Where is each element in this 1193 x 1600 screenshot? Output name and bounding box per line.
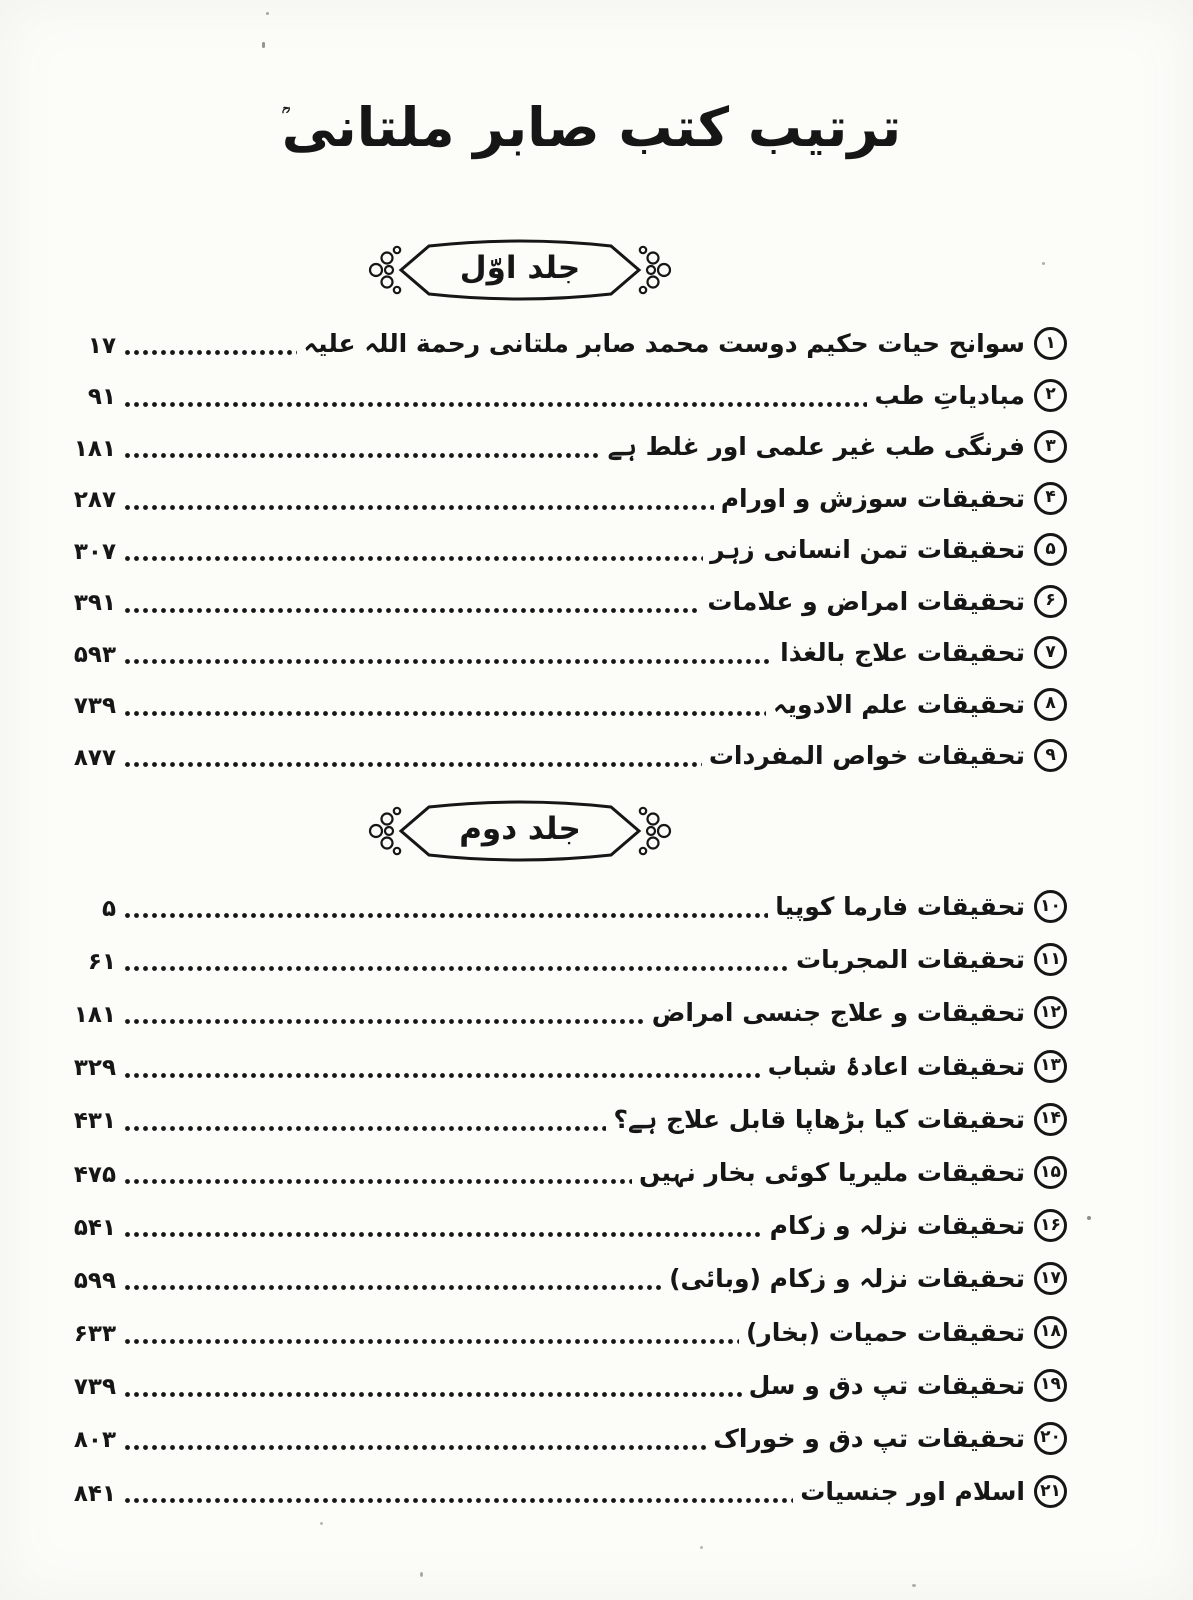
entry-page-number: ۴۷۵ — [73, 1161, 116, 1188]
dotted-leader — [123, 1072, 761, 1079]
paper-speck — [266, 12, 269, 15]
entry-page-number: ۹۱ — [87, 384, 116, 411]
entry-page-number: ۳۲۹ — [73, 1055, 116, 1082]
toc-entry-row — [58, 576, 1067, 628]
toc-entry-row — [58, 933, 1067, 986]
entry-page-number: ۴۳۱ — [73, 1108, 116, 1135]
entry-title: تحقیقات المجربات — [796, 945, 1025, 975]
toc-entry-row — [58, 1465, 1067, 1518]
toc-entry-row — [58, 679, 1067, 731]
dotted-leader — [123, 452, 601, 459]
volume-two-cartouche — [365, 786, 675, 876]
entry-title: تحقیقات علاج بالغذا — [780, 638, 1025, 668]
entry-page-number: ۸۴۱ — [73, 1480, 116, 1507]
entry-title: تحقیقات و علاج جنسی امراض — [651, 998, 1025, 1028]
toc-entry-row — [58, 1093, 1067, 1146]
entry-page-number: ۷۳۹ — [73, 1374, 116, 1401]
entry-number-badge: ۱۱ — [1034, 943, 1067, 976]
entry-number-badge: ۹ — [1034, 739, 1067, 772]
entry-number-badge: ۱ — [1034, 327, 1067, 360]
toc-entry-row — [58, 1306, 1067, 1359]
toc-entry-row — [58, 1199, 1067, 1252]
entry-number-badge: ۸ — [1034, 688, 1067, 721]
dotted-leader — [123, 658, 773, 665]
entry-title: تحقیقات خواص المفردات — [708, 741, 1025, 771]
entry-title: فرنگی طب غیر علمی اور غلط ہے — [607, 432, 1025, 462]
entry-page-number: ۱۸۱ — [73, 1001, 116, 1028]
toc-list-volume-two — [58, 880, 1067, 1518]
entry-page-number: ۸۷۷ — [73, 744, 116, 771]
entry-number-badge: ۱۲ — [1034, 996, 1067, 1029]
entry-number-badge: ۱۴ — [1034, 1103, 1067, 1136]
entry-number-badge: ۴ — [1034, 482, 1067, 515]
dotted-leader — [123, 1125, 606, 1132]
dotted-leader — [123, 1178, 632, 1185]
entry-page-number: ۷۳۹ — [73, 693, 116, 720]
page-title-text: ترتیب کتب صابر ملتانی — [281, 96, 902, 159]
entry-page-number: ۳۹۱ — [73, 590, 116, 617]
entry-page-number: ۶۳۳ — [73, 1321, 116, 1348]
dotted-leader — [123, 710, 766, 717]
entry-title: تحقیقات اعادۂ شباب — [767, 1051, 1025, 1081]
paper-speck — [1042, 262, 1045, 265]
dotted-leader — [123, 1497, 793, 1504]
toc-entry-row — [58, 1146, 1067, 1199]
dotted-leader — [123, 761, 702, 768]
paper-speck — [1087, 1216, 1091, 1220]
entry-page-number: ۲۸۷ — [73, 487, 116, 514]
entry-page-number: ۱۸۱ — [73, 435, 116, 462]
entry-title: تحقیقات ملیریا کوئی بخار نہیں — [639, 1158, 1025, 1188]
paper-speck — [262, 42, 265, 48]
volume-two-heading: جلد دوم — [459, 811, 581, 847]
entry-title: سوانح حیات حکیم دوست محمد صابر ملتانی رحمة اللہ علیہ — [303, 329, 1025, 359]
entry-number-badge: ۱۷ — [1034, 1262, 1067, 1295]
entry-title: تحقیقات نزلہ و زکام (وبائی) — [669, 1264, 1025, 1294]
toc-entry-row — [58, 1252, 1067, 1305]
toc-entry-row — [58, 730, 1067, 782]
dotted-leader — [123, 504, 714, 511]
entry-page-number: ۵ — [101, 895, 116, 922]
entry-title: تحقیقات فارما کوپیا — [775, 892, 1025, 922]
entry-number-badge: ۶ — [1034, 585, 1067, 618]
entry-title: تحقیقات سوزش و اورام — [720, 483, 1025, 513]
entry-title: تحقیقات تمن انسانی زہر — [710, 535, 1025, 565]
paper-speck — [420, 1572, 423, 1577]
entry-number-badge: ۳ — [1034, 430, 1067, 463]
toc-entry-row — [58, 421, 1067, 473]
dotted-leader — [123, 349, 297, 356]
entry-title: اسلام اور جنسیات — [800, 1477, 1025, 1507]
entry-title: تحقیقات کیا بڑھاپا قابل علاج ہے؟ — [613, 1104, 1025, 1134]
toc-entry-row — [58, 880, 1067, 933]
toc-entry-row — [58, 627, 1067, 679]
entry-title: تحقیقات تپ دق و خوراک — [713, 1423, 1025, 1453]
entry-title: تحقیقات تپ دق و سل — [748, 1370, 1025, 1400]
paper-speck — [912, 1584, 916, 1587]
entry-page-number: ۱۷ — [87, 332, 116, 359]
toc-entry-row — [58, 370, 1067, 422]
toc-entry-row — [58, 318, 1067, 370]
volume-one-heading: جلد اوّل — [459, 250, 581, 286]
entry-number-badge: ۱۳ — [1034, 1050, 1067, 1083]
toc-entry-row — [58, 524, 1067, 576]
paper-speck — [700, 1546, 703, 1549]
volume-one-cartouche — [365, 225, 675, 315]
toc-entry-row — [58, 1359, 1067, 1412]
entry-number-badge: ۱۸ — [1034, 1316, 1067, 1349]
dotted-leader — [123, 401, 867, 408]
dotted-leader — [123, 1231, 763, 1238]
entry-title: تحقیقات حمیات (بخار) — [745, 1317, 1025, 1347]
entry-title: تحقیقات امراض و علامات — [707, 586, 1025, 616]
entry-number-badge: ۱۹ — [1034, 1369, 1067, 1402]
entry-page-number: ۸۰۳ — [73, 1427, 116, 1454]
dotted-leader — [123, 555, 703, 562]
toc-entry-row — [58, 1412, 1067, 1465]
entry-number-badge: ۲۱ — [1034, 1475, 1067, 1508]
toc-entry-row — [58, 1040, 1067, 1093]
dotted-leader — [123, 1284, 662, 1291]
page-title — [0, 96, 1183, 159]
entry-page-number: ۶۱ — [87, 948, 116, 975]
entry-number-badge: ۲ — [1034, 379, 1067, 412]
entry-page-number: ۵۹۹ — [73, 1267, 116, 1294]
toc-list-volume-one — [58, 318, 1067, 782]
entry-number-badge: ۱۶ — [1034, 1209, 1067, 1242]
toc-entry-row — [58, 473, 1067, 525]
entry-page-number: ۵۴۱ — [73, 1214, 116, 1241]
entry-page-number: ۳۰۷ — [73, 538, 116, 565]
toc-entry-row — [58, 986, 1067, 1039]
entry-title: مبادیاتِ طب — [874, 380, 1025, 410]
paper-speck — [320, 1522, 323, 1525]
dotted-leader — [123, 607, 700, 614]
entry-number-badge: ۱۰ — [1034, 890, 1067, 923]
entry-title: تحقیقات نزلہ و زکام — [769, 1211, 1025, 1241]
dotted-leader — [123, 965, 789, 972]
dotted-leader — [123, 1338, 739, 1345]
entry-number-badge: ۷ — [1034, 636, 1067, 669]
dotted-leader — [123, 912, 768, 919]
entry-page-number: ۵۹۳ — [73, 641, 116, 668]
entry-number-badge: ۱۵ — [1034, 1156, 1067, 1189]
entry-title: تحقیقات علم الادویہ — [773, 689, 1025, 719]
entry-number-badge: ۲۰ — [1034, 1422, 1067, 1455]
dotted-leader — [123, 1018, 645, 1025]
dotted-leader — [123, 1391, 742, 1398]
entry-number-badge: ۵ — [1034, 533, 1067, 566]
dotted-leader — [123, 1444, 706, 1451]
